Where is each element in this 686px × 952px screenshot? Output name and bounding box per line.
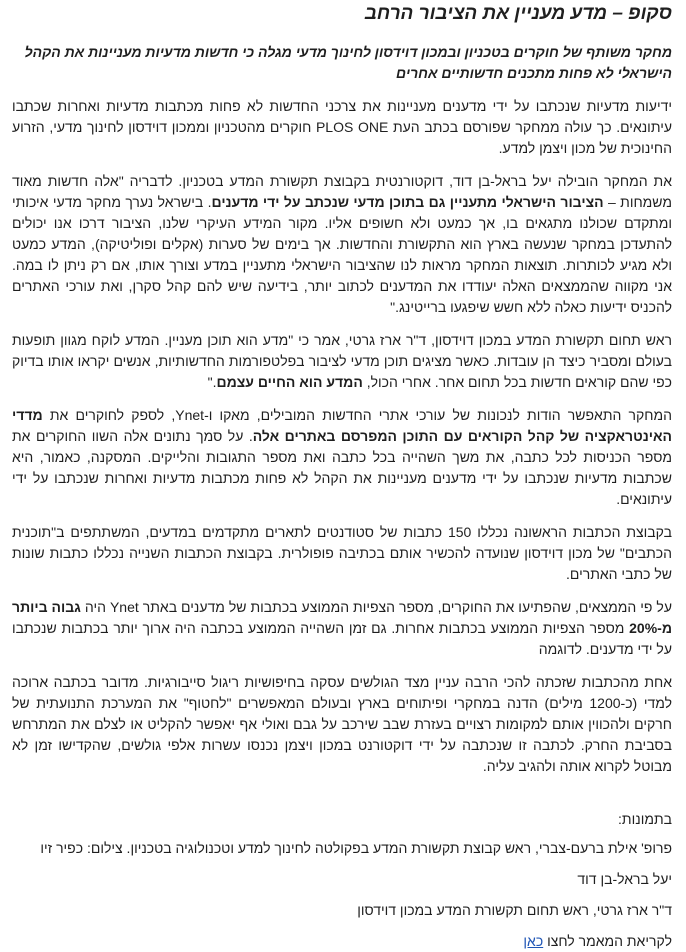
read-more-label: לקריאת המאמר לחצו [547,933,672,949]
read-more-line [12,931,672,952]
paragraph-2-text-a: את המחקר הובילה יעל בראל-בן דוד, דוקטורנטית בקבוצת תקשורת המדע בטכניון. לדבריה "אלה חדשות מאוד משמחות – [12,173,672,210]
paragraph-3-text-c: ." [207,374,217,390]
paragraph-7: אחת מהכתבות שזכתה להכי הרבה עניין מצד הגולשים עסקה בחיפושיות ריגול סייבורגיות. מדובר בכתבה ארוכה למדי (כ-1200 מילים) הדנה במחקרי ופיתוחים בארץ ובעולם המאפשרים "לחטוף" את המערכת התנועתית של חרקים ולהכווין אותם למקומות רצויים בעזרת שבב שירכב על גבם ואולי אף יאפשר להקליט או לצלם את המתרחש בסביבת החרק. לכתבה זו שנכתבה על ידי דוקטורנט במכון ויצמן נכנסו עשרות אלפי גולשים, שהקדישו זמן לא מבוטל לקרוא אותה ולהגיב עליה. [12,674,672,774]
paragraph-1: ידיעות מדעיות שנכתבו על ידי מדענים מעניינות את צרכני החדשות לא פחות מכתבות מדעיות ואחרות שכתבו עיתונאים. כך עולה ממחקר שפורסם בכתב העת PLOS ONE חוקרים מהטכניון וממכון דוידסון לחינוך מדעי, הזרוע החינוכית של מכון ויצמן למדע. [12,98,672,156]
spacer [12,789,672,809]
image-caption-1: פרופ' אילת ברעם-צברי, ראש קבוצת תקשורת המדע בפקולטה לחינוך למדע וטכנולוגיה בטכניון. צילום: כפיר זיו [40,840,672,856]
paragraph-2 [12,171,672,318]
paragraph-6-text-c: מספר הצפיות הממוצע בכתבות אחרות. גם זמן השהייה הממוצע בכתבה היה ארוך יותר בכתבות שנכתבו על ידי מדענים. לדוגמה [12,620,672,657]
paragraph-3-text-a: ראש תחום תקשורת המדע במכון דוידסון, ד"ר ארז גרטי, אמר כי "מדע הוא תוכן מעניין. המדע לוקח מגוון תופעות בעולם ומסביר כיצד הן עובדות. כאשר מציגים תוכן מדעי לציבור בפלטפורמות החדשותיות, אנשים יקראו אותו בדיוק כפי שהם קוראים חדשות בכל תחום אחר. אחרי הכול, [12,332,672,390]
image-caption-2: יעל בראל-בן דוד [577,871,672,887]
paragraph-2-bold: הציבור הישראלי מתעניין גם בתוכן מדעי שנכתב על ידי מדענים [211,194,604,210]
paragraph-4 [12,405,672,510]
paragraph-4-bold: מדדי האינטראקציה של קהל הקוראים עם התוכן המפרסם באתרים אלה [12,407,673,444]
paragraph-4-text-c: . על סמך נתונים אלה השוו החוקרים את מספר הכניסות לכל כתבה, את משך השהייה בכל כתבה ואת מספר התגובות והלייקים. המסקנה, כאמור, היא שכתבות מדעיות שנכתבו על ידי מדענים מעניינות את הקהל לא פחות מכתבות מדעיות ואחרות שנכתבו על ידי עיתונאים. [12,428,672,507]
paragraph-6-bold: גבוה ביותר מ-20% [12,599,672,636]
paragraph-3-bold: המדע הוא החיים עצמם [216,374,363,390]
article-title: סקופ – מדע מעניין את הציבור הרחב [364,3,672,24]
paragraph-4-text-a: המחקר התאפשר הודות לנכונות של עורכי אתרי החדשות המובילים, מאקו ו-Ynet, לספק לחוקרים את [42,407,672,423]
paragraph-6-text-a: על פי הממצאים, שהפתיעו את החוקרים, מספר הצפיות הממוצע בכתבות של מדענים באתר Ynet היה [80,599,672,615]
images-heading: בתמונות: [618,811,672,827]
article-lead: מחקר משותף של חוקרים בטכניון ובמכון דוידסון לחינוך מדעי מגלה כי חדשות מדעיות מעניינות את הקהל הישראלי לא פחות מתכנים חדשותיים אחרים [24,44,672,81]
image-caption-3: ד"ר ארז גרטי, ראש תחום תקשורת המדע במכון דוידסון [357,902,672,918]
paragraph-3 [12,330,672,393]
paragraph-5: בקבוצת הכתבות הראשונה נכללו 150 כתבות של סטודנטים לתארים מתקדמים במדעים, המשתתפים ב"תוכנית הכתבים" של מכון דוידסון שנועדה להכשיר אותם בכתיבה פופולרית. בקבוצת הכתבות השנייה נכללו כתבות שונות של כתבי האתרים. [12,524,672,582]
read-more-link[interactable]: כאן [523,933,544,949]
paragraph-2-text-c: . בישראל נערך מחקר מדעי איכותי ומתקדם שכולנו מתגאים בו, אך כמעט ולא חשופים אליו. מקור המידע העיקרי שלנו, הציבור דרכו אנו יכולים להתעדכן במחקר שנעשה בארץ הוא התקשורת והחדשות. אך בימים של סערות (אקלים ופוליטיקה), המדע כמעט ולא מגיע לכותרות. תוצאות המחקר מראות לנו שהציבור הישראלי מתעניין במדע וצורך אותו, אם רק ניתן לו במה. אני מקווה שהממצאים האלה יעודדו את המדענים לכתוב יותר, בידיעה שיש להם קהל סקרן, ואת עורכי האתרים להכניס ידיעות כאלה ללא חשש שיפגעו ברייטינג." [12,194,672,315]
paragraph-6 [12,597,672,660]
